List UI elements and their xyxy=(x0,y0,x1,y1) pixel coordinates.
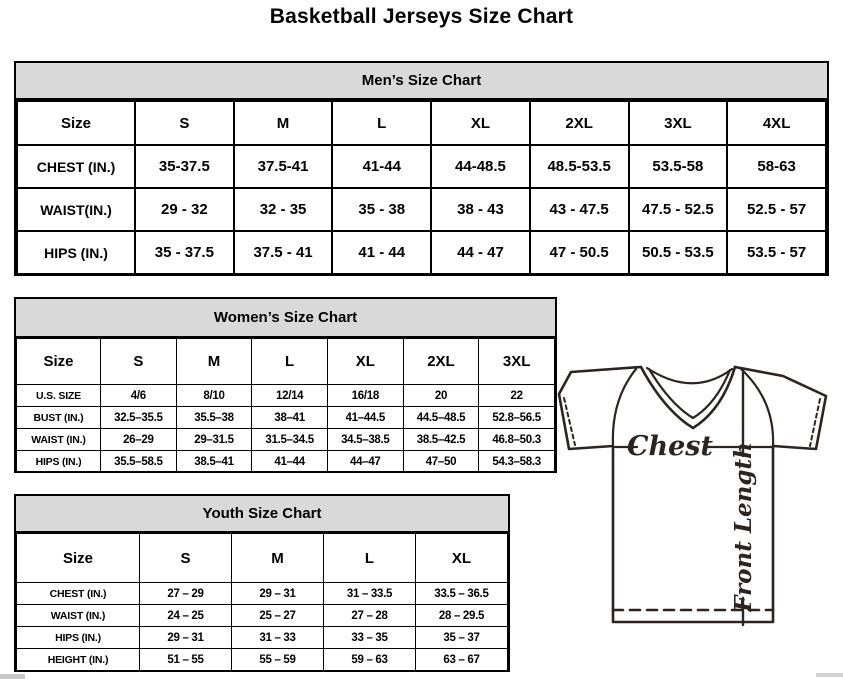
size-value-cell: 59 – 63 xyxy=(324,649,416,671)
size-value-cell: 53.5 - 57 xyxy=(727,231,826,274)
size-value-cell: 38 - 43 xyxy=(431,188,530,231)
size-value-cell: 27 – 28 xyxy=(324,605,416,627)
size-value-cell: 33 – 35 xyxy=(324,627,416,649)
size-value-cell: 43 - 47.5 xyxy=(530,188,629,231)
row-label: WAIST (IN.) xyxy=(17,429,101,451)
size-value-cell: 53.5-58 xyxy=(629,145,728,188)
size-value-cell: 51 – 55 xyxy=(140,649,232,671)
table-row xyxy=(17,627,508,649)
size-column-header: L xyxy=(252,339,328,385)
size-value-cell: 35 - 38 xyxy=(332,188,431,231)
horizontal-scrollbar-fragment-left[interactable] xyxy=(0,674,25,679)
mens-chart-title: Men’s Size Chart xyxy=(16,63,827,100)
row-label: HIPS (IN.) xyxy=(17,451,101,473)
size-value-cell: 29 – 31 xyxy=(140,627,232,649)
size-value-cell: 52.8–56.5 xyxy=(479,407,555,429)
size-value-cell: 4/6 xyxy=(101,385,177,407)
youth-size-chart xyxy=(14,494,510,672)
size-value-cell: 52.5 - 57 xyxy=(727,188,826,231)
size-value-cell: 50.5 - 53.5 xyxy=(629,231,728,274)
jersey-left-cuff-dashed-line xyxy=(564,398,575,445)
size-value-cell: 47–50 xyxy=(403,451,479,473)
womens-chart-title: Women’s Size Chart xyxy=(16,299,555,338)
size-value-cell: 44–47 xyxy=(327,451,403,473)
table-row xyxy=(17,605,508,627)
size-value-cell: 44 - 47 xyxy=(431,231,530,274)
size-value-cell: 24 – 25 xyxy=(140,605,232,627)
mens-size-chart xyxy=(14,61,829,276)
womens-size-table xyxy=(16,338,555,473)
youth-size-table xyxy=(16,533,508,671)
size-value-cell: 16/18 xyxy=(327,385,403,407)
size-value-cell: 37.5 - 41 xyxy=(234,231,333,274)
size-value-cell: 25 – 27 xyxy=(232,605,324,627)
size-column-header: S xyxy=(135,101,234,145)
table-row xyxy=(17,385,555,407)
size-column-header: 2XL xyxy=(530,101,629,145)
size-column-header: M xyxy=(232,534,324,583)
row-label: BUST (IN.) xyxy=(17,407,101,429)
size-value-cell: 38–41 xyxy=(252,407,328,429)
mens-size-table xyxy=(16,100,827,275)
womens-size-chart xyxy=(14,297,557,473)
size-column-header: XL xyxy=(431,101,530,145)
size-column-header: M xyxy=(234,101,333,145)
size-header: Size xyxy=(17,339,101,385)
size-value-cell: 35 – 37 xyxy=(416,627,508,649)
row-label: HIPS (IN.) xyxy=(17,627,140,649)
size-value-cell: 47.5 - 52.5 xyxy=(629,188,728,231)
size-value-cell: 26–29 xyxy=(101,429,177,451)
table-row xyxy=(17,145,826,188)
size-value-cell: 41-44 xyxy=(332,145,431,188)
size-value-cell: 32.5–35.5 xyxy=(101,407,177,429)
size-value-cell: 46.8–50.3 xyxy=(479,429,555,451)
header-row xyxy=(17,339,555,385)
size-column-header: S xyxy=(140,534,232,583)
size-value-cell: 38.5–41 xyxy=(176,451,252,473)
table-row xyxy=(17,231,826,274)
size-value-cell: 12/14 xyxy=(252,385,328,407)
row-label: CHEST (IN.) xyxy=(17,145,135,188)
row-label: U.S. SIZE xyxy=(17,385,101,407)
size-value-cell: 27 – 29 xyxy=(140,583,232,605)
table-row xyxy=(17,451,555,473)
size-value-cell: 44.5–48.5 xyxy=(403,407,479,429)
size-value-cell: 31.5–34.5 xyxy=(252,429,328,451)
size-column-header: M xyxy=(176,339,252,385)
size-value-cell: 41–44 xyxy=(252,451,328,473)
size-value-cell: 31 – 33 xyxy=(232,627,324,649)
jersey-right-armhole-seam xyxy=(740,368,773,446)
size-value-cell: 44-48.5 xyxy=(431,145,530,188)
size-value-cell: 34.5–38.5 xyxy=(327,429,403,451)
size-column-header: 2XL xyxy=(403,339,479,385)
size-column-header: 3XL xyxy=(479,339,555,385)
size-column-header: 4XL xyxy=(727,101,826,145)
youth-chart-title: Youth Size Chart xyxy=(16,496,508,533)
size-value-cell: 35 - 37.5 xyxy=(135,231,234,274)
table-row xyxy=(17,407,555,429)
size-value-cell: 29–31.5 xyxy=(176,429,252,451)
size-value-cell: 31 – 33.5 xyxy=(324,583,416,605)
size-column-header: L xyxy=(324,534,416,583)
horizontal-scrollbar-fragment-right[interactable] xyxy=(816,673,843,677)
size-value-cell: 38.5–42.5 xyxy=(403,429,479,451)
size-header: Size xyxy=(17,534,140,583)
size-column-header: XL xyxy=(416,534,508,583)
size-value-cell: 47 - 50.5 xyxy=(530,231,629,274)
table-row xyxy=(17,649,508,671)
front-length-label: Front Length xyxy=(730,442,757,612)
header-row xyxy=(17,101,826,145)
size-value-cell: 35-37.5 xyxy=(135,145,234,188)
row-label: HEIGHT (IN.) xyxy=(17,649,140,671)
row-label: CHEST (IN.) xyxy=(17,583,140,605)
size-value-cell: 8/10 xyxy=(176,385,252,407)
size-value-cell: 41 - 44 xyxy=(332,231,431,274)
size-value-cell: 22 xyxy=(479,385,555,407)
size-value-cell: 35.5–38 xyxy=(176,407,252,429)
size-value-cell: 41–44.5 xyxy=(327,407,403,429)
size-column-header: 3XL xyxy=(629,101,728,145)
size-value-cell: 55 – 59 xyxy=(232,649,324,671)
size-column-header: S xyxy=(101,339,177,385)
size-value-cell: 28 – 29.5 xyxy=(416,605,508,627)
size-value-cell: 33.5 – 36.5 xyxy=(416,583,508,605)
table-row xyxy=(17,583,508,605)
row-label: HIPS (IN.) xyxy=(17,231,135,274)
size-header: Size xyxy=(17,101,135,145)
size-column-header: L xyxy=(332,101,431,145)
page-title: Basketball Jerseys Size Chart xyxy=(269,5,574,28)
row-label: WAIST(IN.) xyxy=(17,188,135,231)
size-value-cell: 63 – 67 xyxy=(416,649,508,671)
row-label: WAIST (IN.) xyxy=(17,605,140,627)
jersey-measurement-diagram xyxy=(550,352,843,654)
jersey-collar-arc-1 xyxy=(647,368,732,383)
jersey-outline xyxy=(559,367,826,622)
size-value-cell: 54.3–58.3 xyxy=(479,451,555,473)
header-row xyxy=(17,534,508,583)
size-column-header: XL xyxy=(327,339,403,385)
chest-label: Chest xyxy=(627,431,713,462)
size-value-cell: 37.5-41 xyxy=(234,145,333,188)
size-value-cell: 32 - 35 xyxy=(234,188,333,231)
size-value-cell: 29 – 31 xyxy=(232,583,324,605)
size-value-cell: 35.5–58.5 xyxy=(101,451,177,473)
size-value-cell: 58-63 xyxy=(727,145,826,188)
table-row xyxy=(17,429,555,451)
table-row xyxy=(17,188,826,231)
size-value-cell: 48.5-53.5 xyxy=(530,145,629,188)
size-value-cell: 29 - 32 xyxy=(135,188,234,231)
size-value-cell: 20 xyxy=(403,385,479,407)
